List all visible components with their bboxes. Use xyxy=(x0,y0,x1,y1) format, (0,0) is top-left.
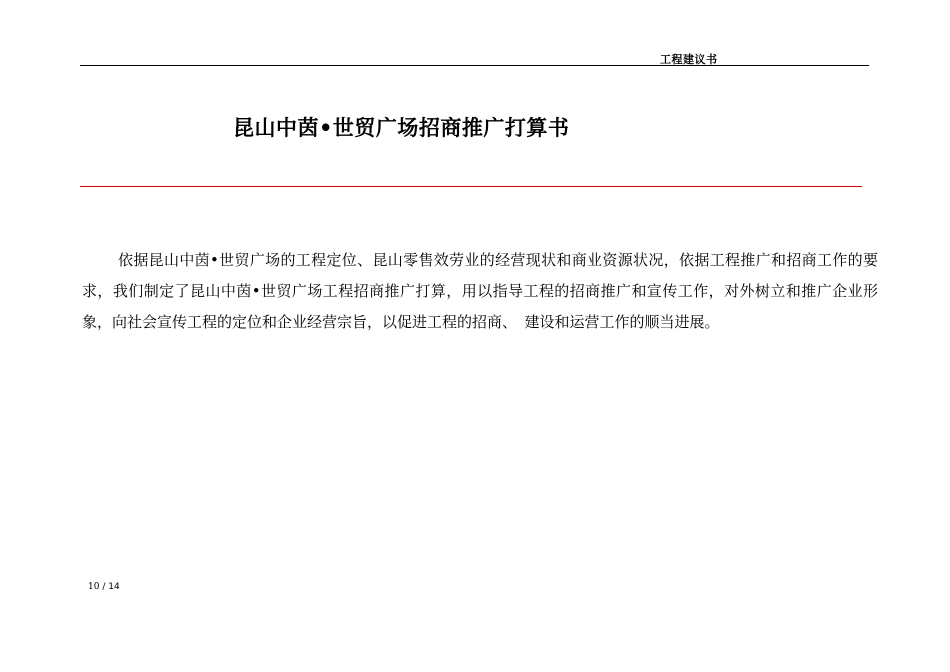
total-pages: 14 xyxy=(108,582,120,592)
current-page: 10 xyxy=(88,582,100,592)
document-title: 昆山中茵•世贸广场招商推广打算书 xyxy=(233,115,570,140)
title-divider xyxy=(80,186,862,187)
page-number xyxy=(88,582,120,592)
header-divider xyxy=(80,65,869,66)
body-paragraph: 依据昆山中茵•世贸广场的工程定位、昆山零售效劳业的经营现状和商业资源状况，依据工程推广和招商工作的要求，我们制定了昆山中茵•世贸广场工程招商推广打算，用以指导工程的招商推广和宣传工作，对外树立和推广企业形象，向社会宣传工程的定位和企业经营宗旨，以促进工程的招商、 建设和运营工作的顺当进展。 xyxy=(82,251,878,331)
page-separator: / xyxy=(102,582,106,592)
running-header: 工程建议书 xyxy=(660,53,718,66)
